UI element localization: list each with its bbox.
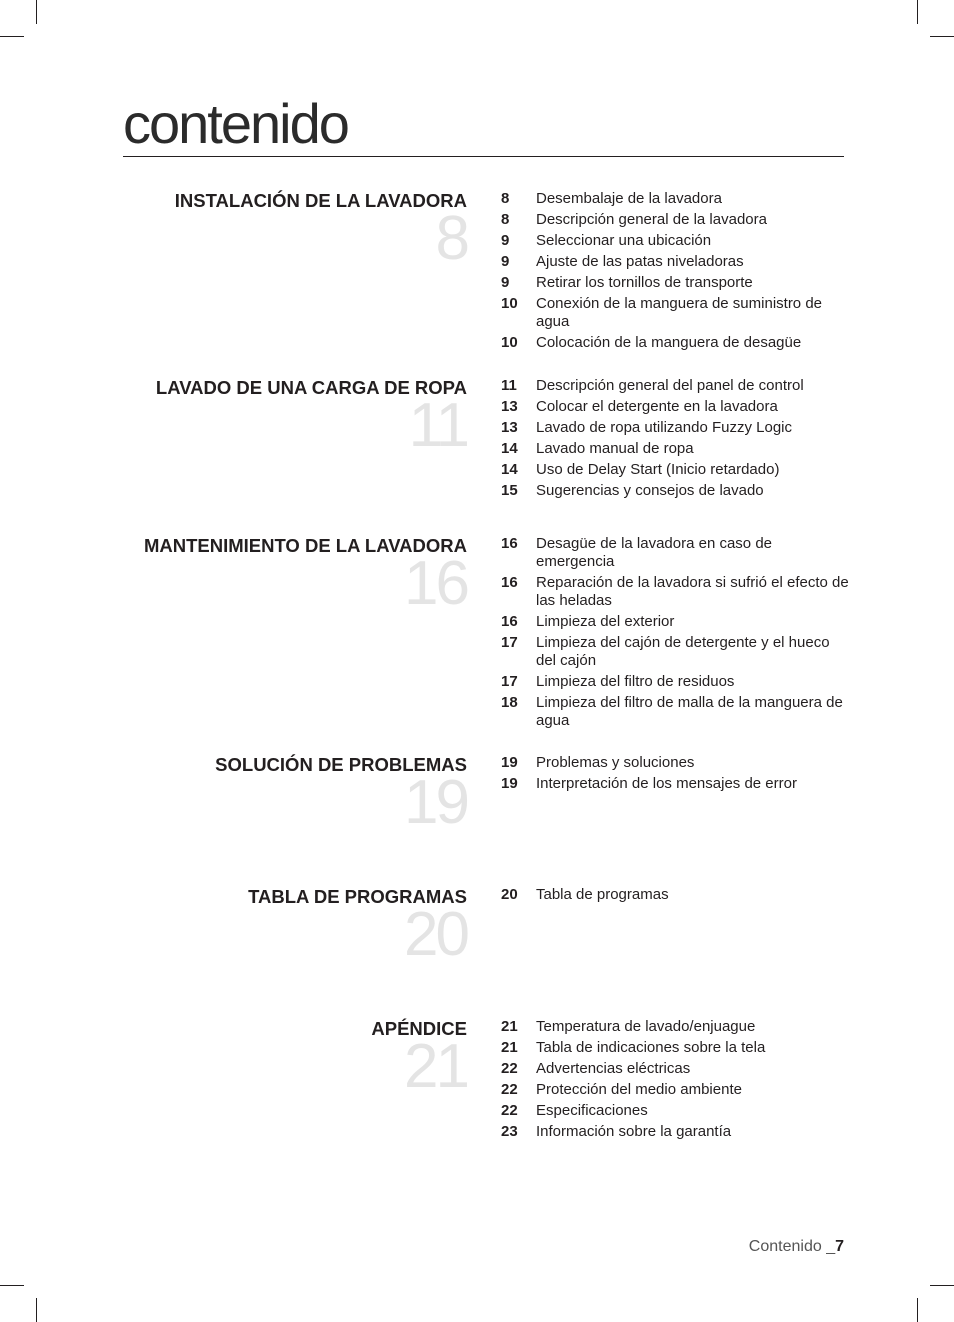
toc-entry[interactable] xyxy=(501,1060,851,1078)
entry-page-number: 14 xyxy=(501,440,518,457)
entry-title: Desembalaje de la lavadora xyxy=(536,190,722,207)
section-entries xyxy=(501,886,851,907)
entry-title: Conexión de la manguera de suministro de agua xyxy=(536,295,823,330)
page-title: contenido xyxy=(123,92,348,155)
section-entries xyxy=(501,535,851,733)
page-footer xyxy=(749,1238,844,1256)
footer-page-number: 7 xyxy=(835,1238,844,1255)
toc-entry[interactable] xyxy=(501,574,851,610)
entry-title: Limpieza del filtro de residuos xyxy=(536,673,735,690)
entry-title: Ajuste de las patas niveladoras xyxy=(536,253,744,270)
crop-mark-top-right-vertical xyxy=(917,0,918,24)
entry-title: Limpieza del filtro de malla de la manguera de agua xyxy=(536,694,843,729)
toc-entry[interactable] xyxy=(501,377,851,395)
crop-mark-top-left-horizontal xyxy=(0,36,24,37)
entry-title: Retirar los tornillos de transporte xyxy=(536,274,753,291)
entry-page-number: 17 xyxy=(501,634,518,651)
toc-entry[interactable] xyxy=(501,1018,851,1036)
toc-entry[interactable] xyxy=(501,535,851,571)
toc-entry[interactable] xyxy=(501,1081,851,1099)
entry-page-number: 16 xyxy=(501,613,518,630)
toc-entry[interactable] xyxy=(501,190,851,208)
section-title: SOLUCIÓN DE PROBLEMAS xyxy=(215,754,467,775)
entry-page-number: 13 xyxy=(501,398,518,415)
entry-title: Especificaciones xyxy=(536,1102,648,1119)
entry-title: Colocar el detergente en la lavadora xyxy=(536,398,778,415)
section-header xyxy=(60,190,467,273)
entry-page-number: 8 xyxy=(501,211,510,228)
toc-entry[interactable] xyxy=(501,1102,851,1120)
entry-title: Problemas y soluciones xyxy=(536,754,695,771)
section-page-number: 16 xyxy=(404,549,467,618)
entry-title: Advertencias eléctricas xyxy=(536,1060,691,1077)
toc-entry[interactable] xyxy=(501,634,851,670)
toc-entry[interactable] xyxy=(501,253,851,271)
section-title: APÉNDICE xyxy=(371,1018,467,1039)
crop-mark-top-left-vertical xyxy=(36,0,37,24)
section-page-number: 8 xyxy=(435,204,467,273)
title-rule xyxy=(123,156,844,157)
entry-page-number: 17 xyxy=(501,673,518,690)
toc-entry[interactable] xyxy=(501,295,851,331)
entry-page-number: 8 xyxy=(501,190,510,207)
entry-title: Descripción general del panel de control xyxy=(536,377,804,394)
entry-page-number: 20 xyxy=(501,886,518,903)
entry-title: Tabla de indicaciones sobre la tela xyxy=(536,1039,766,1056)
crop-mark-bottom-left-vertical xyxy=(36,1298,37,1322)
entry-page-number: 19 xyxy=(501,754,518,771)
entry-title: Protección del medio ambiente xyxy=(536,1081,742,1098)
toc-entry[interactable] xyxy=(501,694,851,730)
entry-page-number: 11 xyxy=(501,377,517,394)
toc-entry[interactable] xyxy=(501,673,851,691)
toc-entry[interactable] xyxy=(501,886,851,904)
entry-page-number: 21 xyxy=(501,1018,518,1035)
section-title: MANTENIMIENTO DE LA LAVADORA xyxy=(143,535,467,556)
toc-entry[interactable] xyxy=(501,334,851,352)
entry-page-number: 13 xyxy=(501,419,518,436)
entry-title: Limpieza del exterior xyxy=(536,613,675,630)
toc-entry[interactable] xyxy=(501,461,851,479)
entry-title: Temperatura de lavado/enjuague xyxy=(536,1018,756,1035)
entry-title: Tabla de programas xyxy=(536,886,669,903)
toc-entry[interactable] xyxy=(501,613,851,631)
entry-title: Lavado manual de ropa xyxy=(536,440,694,457)
section-title: TABLA DE PROGRAMAS xyxy=(248,886,467,907)
entry-title: Uso de Delay Start (Inicio retardado) xyxy=(536,461,780,478)
section-entries xyxy=(501,190,851,355)
crop-mark-bottom-right-vertical xyxy=(917,1298,918,1322)
toc-entry[interactable] xyxy=(501,754,851,772)
section-header xyxy=(60,377,467,460)
entry-page-number: 10 xyxy=(501,295,518,312)
toc-entry[interactable] xyxy=(501,211,851,229)
entry-page-number: 9 xyxy=(501,253,510,270)
entry-page-number: 16 xyxy=(501,535,518,552)
entry-title: Desagüe de la lavadora en caso de emergencia xyxy=(536,535,773,570)
entry-title: Sugerencias y consejos de lavado xyxy=(536,482,764,499)
section-page-number: 21 xyxy=(404,1032,467,1101)
entry-page-number: 9 xyxy=(501,274,510,291)
entry-page-number: 15 xyxy=(501,482,518,499)
crop-mark-top-right-horizontal xyxy=(930,36,954,37)
section-header xyxy=(60,1018,467,1101)
entry-page-number: 21 xyxy=(501,1039,518,1056)
entry-page-number: 23 xyxy=(501,1123,518,1140)
entry-page-number: 22 xyxy=(501,1060,518,1077)
crop-mark-bottom-left-horizontal xyxy=(0,1285,24,1286)
entry-title: Descripción general de la lavadora xyxy=(536,211,767,228)
toc-entry[interactable] xyxy=(501,274,851,292)
toc-entry[interactable] xyxy=(501,1123,851,1141)
entry-title: Lavado de ropa utilizando Fuzzy Logic xyxy=(536,419,792,436)
crop-mark-bottom-right-horizontal xyxy=(930,1285,954,1286)
entry-title: Información sobre la garantía xyxy=(536,1123,732,1140)
section-header xyxy=(60,886,467,969)
toc-entry[interactable] xyxy=(501,440,851,458)
section-entries xyxy=(501,754,851,796)
entry-page-number: 19 xyxy=(501,775,518,792)
entry-title: Seleccionar una ubicación xyxy=(536,232,712,249)
entry-page-number: 22 xyxy=(501,1102,518,1119)
toc-entry[interactable] xyxy=(501,775,851,793)
entry-page-number: 16 xyxy=(501,574,518,591)
entry-page-number: 18 xyxy=(501,694,518,711)
entry-title: Reparación de la lavadora si sufrió el efecto de las heladas xyxy=(536,574,849,609)
section-entries xyxy=(501,1018,851,1144)
section-page-number: 20 xyxy=(404,900,467,969)
entry-title: Interpretación de los mensajes de error xyxy=(536,775,797,792)
entry-title: Limpieza del cajón de detergente y el hueco del cajón xyxy=(536,634,830,669)
toc-entry[interactable] xyxy=(501,398,851,416)
toc-entry[interactable] xyxy=(501,232,851,250)
entry-page-number: 9 xyxy=(501,232,510,249)
entry-page-number: 14 xyxy=(501,461,518,478)
entry-page-number: 22 xyxy=(501,1081,518,1098)
section-entries xyxy=(501,377,851,503)
section-header xyxy=(60,535,467,618)
toc-entry[interactable] xyxy=(501,1039,851,1057)
section-page-number: 19 xyxy=(404,768,467,837)
section-page-number: 11 xyxy=(408,391,467,460)
section-title: INSTALACIÓN DE LA LAVADORA xyxy=(174,190,467,211)
section-header xyxy=(60,754,467,837)
toc-entry[interactable] xyxy=(501,482,851,500)
toc-entry[interactable] xyxy=(501,419,851,437)
entry-title: Colocación de la manguera de desagüe xyxy=(536,334,802,351)
section-title: LAVADO DE UNA CARGA DE ROPA xyxy=(155,377,467,398)
footer-label: Contenido _ xyxy=(748,1238,836,1255)
entry-page-number: 10 xyxy=(501,334,518,351)
